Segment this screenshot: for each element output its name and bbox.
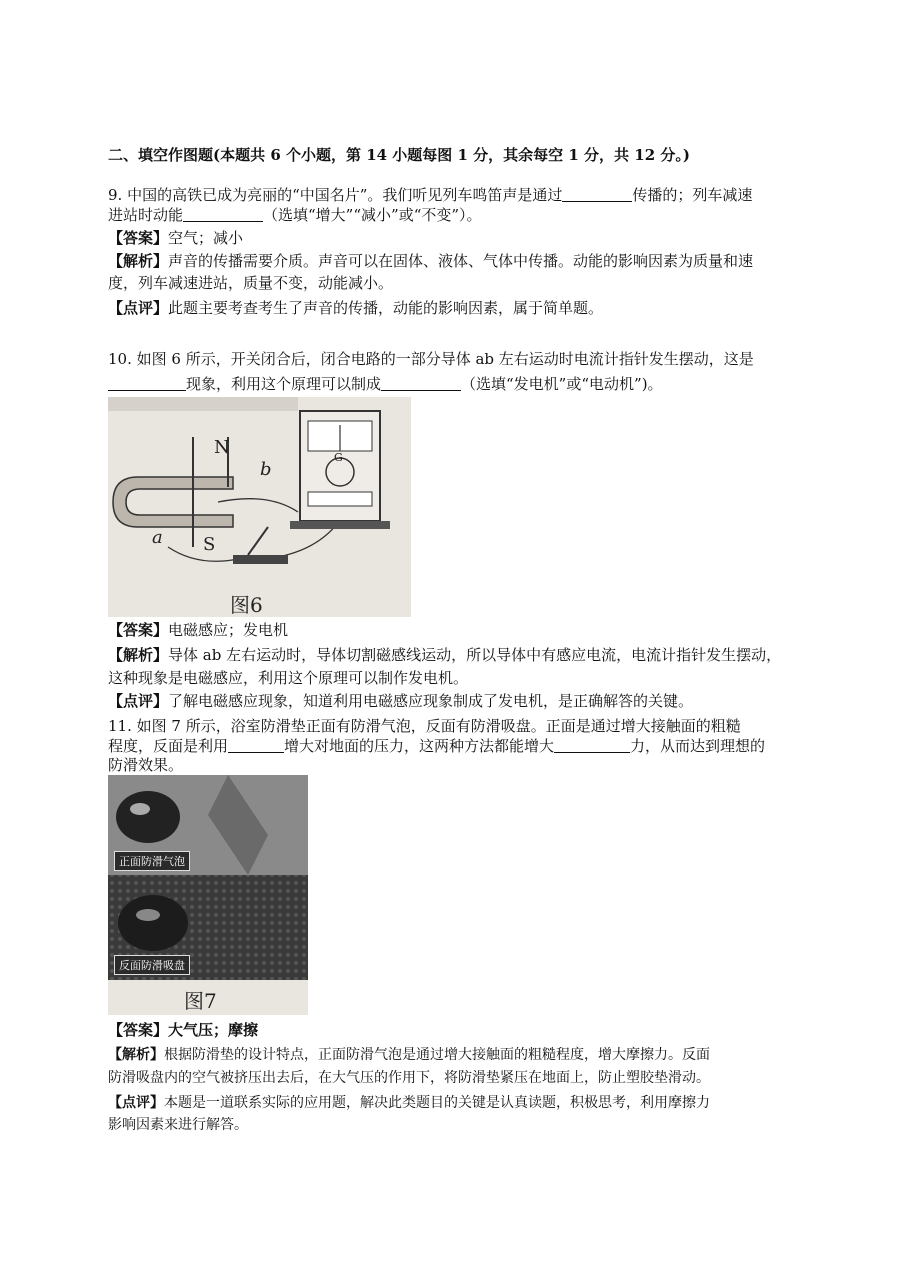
label-g: G	[334, 451, 343, 464]
analysis-text: 导体 ab 左右运动时，导体切割磁感线运动，所以导体中有感应电流，电流计指针发生摆动，	[168, 646, 782, 664]
q11-analysis-line1	[108, 1045, 710, 1065]
galvanometer-base	[290, 521, 390, 529]
figure-7-drawing	[108, 775, 308, 1015]
answer-tag: 【答案】	[108, 621, 169, 639]
q9-blank-2	[183, 207, 263, 222]
q9-blank-1	[562, 187, 632, 202]
q10-blank-1	[108, 376, 186, 391]
figure-7-caption: 图7	[184, 989, 217, 1013]
badge-back-suction: 反面防滑吸盘	[114, 955, 190, 975]
q10-blank-2	[381, 376, 461, 391]
answer-tag: 【答案】	[108, 229, 169, 247]
analysis-text: 声音的传播需要介质。声音可以在固体、液体、气体中传播。动能的影响因素为质量和速	[168, 252, 754, 270]
bubble-highlight	[130, 803, 150, 815]
analysis-tag: 【解析】	[108, 252, 169, 270]
q10-stem-line2	[108, 374, 663, 394]
q9-analysis-line2: 度，列车减速进站，质量不变，动能减小。	[108, 274, 394, 292]
comment-tag: 【点评】	[108, 1095, 164, 1111]
galvanometer-terminals	[308, 492, 372, 506]
q11-stem-line3: 防滑效果。	[108, 756, 184, 774]
q11-stem-line2	[108, 736, 765, 756]
q11-comment-line2: 影响因素来进行解答。	[108, 1117, 248, 1133]
answer-text: 大气压；摩擦	[168, 1021, 259, 1039]
figure-6-drawing	[108, 397, 411, 617]
q9-text: （选填“增大”“减小”或“不变”）。	[263, 206, 482, 224]
q11-blank-1	[228, 738, 284, 753]
figure-6-caption: 图6	[230, 593, 263, 617]
q11-answer	[108, 1020, 258, 1040]
label-n: N	[214, 437, 230, 458]
answer-text: 电磁感应；发电机	[168, 621, 289, 639]
switch-base	[233, 555, 288, 564]
q9-analysis-line1	[108, 251, 753, 271]
badge-front-bubble: 正面防滑气泡	[114, 851, 190, 871]
figure-7-mat-photo	[108, 775, 308, 1015]
q10-text: （选填“发电机”或“电动机”)。	[461, 375, 663, 393]
q10-analysis-line1	[108, 645, 781, 665]
front-bubble	[116, 791, 180, 843]
comment-text: 此题主要考查考生了声音的传播，动能的影响因素，属于简单题。	[168, 299, 604, 317]
answer-text: 空气；减小	[168, 229, 244, 247]
q9-text: 9. 中国的高铁已成为亮丽的“中国名片”。我们听见列车鸣笛声是通过	[108, 186, 563, 204]
bleed-through	[108, 397, 298, 411]
analysis-text: 根据防滑垫的设计特点，正面防滑气泡是通过增大接触面的粗糙程度，增大摩擦力。反面	[164, 1047, 710, 1063]
horseshoe-magnet	[113, 477, 233, 527]
analysis-tag: 【解析】	[108, 646, 169, 664]
q11-text: 程度，反面是利用	[108, 737, 229, 755]
analysis-tag: 【解析】	[108, 1047, 164, 1063]
q9-text: 进站时动能	[108, 206, 184, 224]
figure-6-generator-diagram	[108, 397, 411, 617]
q10-stem-line1: 10. 如图 6 所示，开关闭合后，闭合电路的一部分导体 ab 左右运动时电流计指针发生摆动，这是	[108, 350, 754, 368]
comment-tag: 【点评】	[108, 692, 169, 710]
q9-comment	[108, 298, 603, 318]
comment-tag: 【点评】	[108, 299, 169, 317]
q9-answer	[108, 228, 243, 248]
label-b: b	[260, 459, 272, 480]
label-s: S	[203, 534, 216, 555]
q10-text: 现象，利用这个原理可以制成	[186, 375, 382, 393]
q11-analysis-line2: 防滑吸盘内的空气被挤压出去后，在大气压的作用下，将防滑垫紧压在地面上，防止塑胶垫滑动。	[108, 1070, 710, 1086]
q9-text: 传播的；列车减速	[632, 186, 753, 204]
switch-lever	[248, 527, 268, 555]
q10-analysis-line2: 这种现象是电磁感应，利用这个原理可以制作发电机。	[108, 669, 469, 687]
q11-text: 力，从而达到理想的	[630, 737, 766, 755]
q11-comment-line1	[108, 1093, 710, 1113]
section-title: 二、填空作图题(本题共 6 个小题，第 14 小题每图 1 分，其余每空 1 分，共 12 分。)	[108, 146, 690, 164]
q11-blank-2	[554, 738, 630, 753]
answer-tag: 【答案】	[108, 1021, 169, 1039]
comment-text: 本题是一道联系实际的应用题，解决此类题目的关键是认真读题，积极思考，利用摩擦力	[164, 1095, 710, 1111]
label-a: a	[152, 527, 163, 548]
q9-stem-line2	[108, 205, 482, 225]
comment-text: 了解电磁感应现象，知道利用电磁感应现象制成了发电机，是正确解答的关键。	[168, 692, 694, 710]
wire	[218, 499, 298, 512]
q11-text: 增大对地面的压力，这两种方法都能增大	[284, 737, 555, 755]
q11-stem-line1: 11. 如图 7 所示，浴室防滑垫正面有防滑气泡，反面有防滑吸盘。正面是通过增大接触面的粗糙	[108, 717, 741, 735]
q9-stem-line1	[108, 185, 752, 205]
back-suction-cup	[118, 895, 188, 951]
cup-highlight	[136, 909, 160, 921]
q10-answer	[108, 620, 288, 640]
q10-comment	[108, 691, 693, 711]
